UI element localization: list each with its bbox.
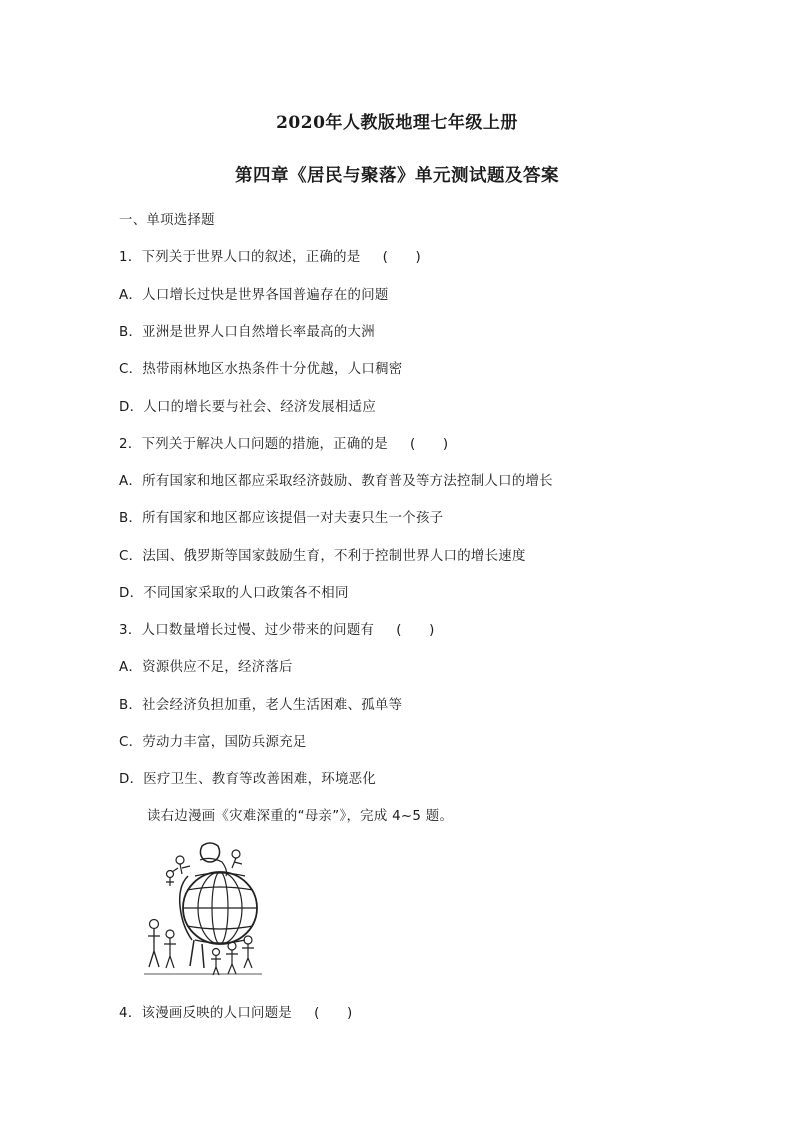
cartoon-globe-burdened-mother-icon [140, 840, 266, 980]
question-1-option-c: C．热带雨林地区水热条件十分优越，人口稠密 [119, 362, 403, 377]
question-1-option-d: D．人口的增长要与社会、经济发展相适应 [119, 400, 377, 415]
question-3-option-b: B．社会经济负担加重，老人生活困难、孤单等 [119, 698, 403, 713]
question-3-option-a: A．资源供应不足，经济落后 [119, 660, 293, 675]
question-stem-text: 3．人口数量增长过慢、过少带来的问题有 [119, 623, 375, 638]
document-title: 2020年人教版地理七年级上册 [276, 113, 518, 133]
question-2-option-c: C．法国、俄罗斯等国家鼓励生育，不利于控制世界人口的增长速度 [119, 549, 526, 564]
question-3-stem [119, 619, 435, 638]
question-2-option-d: D．不同国家采取的人口政策各不相同 [119, 586, 349, 601]
question-1-option-a: A．人口增长过快是世界各国普遍存在的问题 [119, 288, 389, 303]
reading-prompt: 读右边漫画《灾难深重的“母亲”》，完成 4~5 题。 [147, 809, 454, 824]
question-stem-text: 2．下列关于解决人口问题的措施，正确的是 [119, 437, 388, 452]
question-1-stem [119, 246, 421, 265]
question-2-option-b: B．所有国家和地区都应该提倡一对夫妻只生一个孩子 [119, 511, 444, 526]
question-3-option-c: C．劳动力丰富，国防兵源充足 [119, 735, 307, 750]
question-stem-text: 1．下列关于世界人口的叙述，正确的是 [119, 250, 361, 265]
question-2-stem [119, 433, 448, 452]
question-3-option-d: D．医疗卫生、教育等改善困难，环境恶化 [119, 772, 377, 787]
document-subtitle: 第四章《居民与聚落》单元测试题及答案 [235, 166, 559, 186]
question-stem-text: 4．该漫画反映的人口问题是 [119, 1006, 293, 1021]
answer-paren: ( ) [314, 1006, 353, 1021]
answer-paren: ( ) [396, 623, 435, 638]
question-1-option-b: B．亚洲是世界人口自然增长率最高的大洲 [119, 325, 375, 340]
question-4-stem [119, 1002, 353, 1021]
answer-paren: ( ) [382, 250, 421, 265]
answer-paren: ( ) [409, 437, 449, 452]
section-heading: 一、单项选择题 [119, 213, 215, 228]
question-2-option-a: A．所有国家和地区都应采取经济鼓励、教育普及等方法控制人口的增长 [119, 474, 553, 489]
